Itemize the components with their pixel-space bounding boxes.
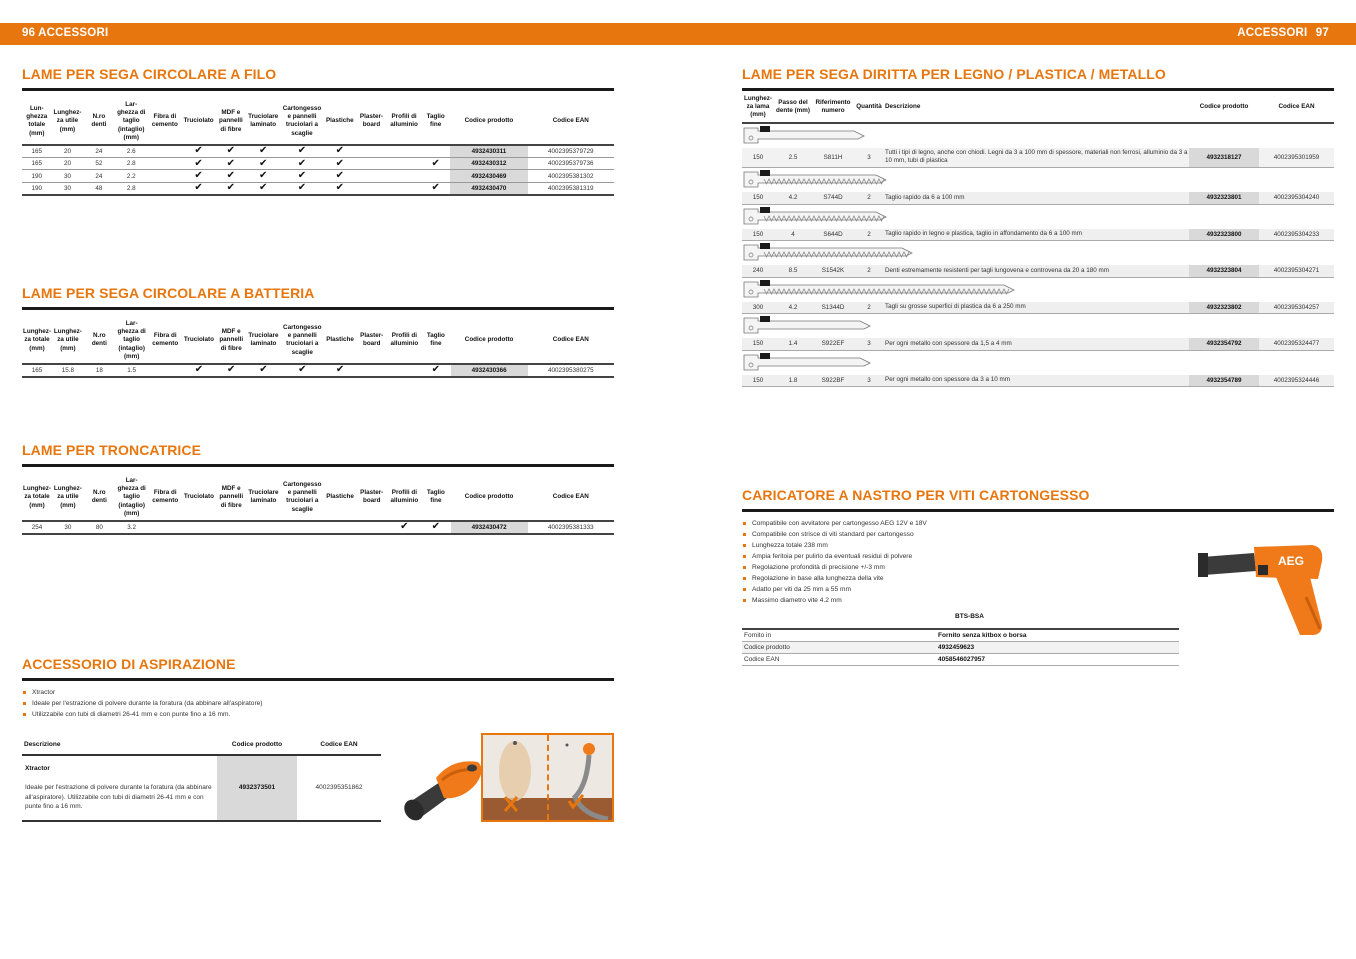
column-header: Codice prodotto [1189,93,1259,123]
column-header: Cartongesso e pannelli truciolari a scaglie [283,481,322,513]
product-code: 4932323801 [1189,192,1259,204]
empty-cell [148,170,182,183]
check-mark-icon: ✔ [246,170,280,183]
column-header: Plaster-board [360,489,384,505]
diritta-table [742,93,1334,387]
spec-label: Codice prodotto [742,642,936,654]
col-codice-ean: Codice EAN [297,738,381,755]
table-row [22,364,614,377]
tooth-pitch: 4.2 [774,302,812,314]
empty-cell [356,145,388,158]
spec-cell: 20 [52,145,84,158]
check-mark-icon: ✔ [182,182,216,195]
bullet-item: Regolazione in base alla lunghezza della vite [742,573,1334,584]
table-row [742,630,1179,642]
spec-cell: 2.8 [114,157,148,170]
column-header: Profili di alluminio [390,332,419,348]
column-header: MDF e pannelli di fibre [219,328,244,352]
empty-cell [421,170,450,183]
blade-image-row [742,123,1334,148]
check-mark-icon: ✔ [324,364,356,377]
ean-code: 4002395304240 [1259,192,1334,204]
empty-cell [387,157,421,170]
reference-number: S644D [812,229,854,241]
column-header: Cartongesso e pannelli truciolari a scaglie [283,324,322,356]
column-header: Plaster-board [360,332,384,348]
spec-label: Fornito in [742,630,936,642]
column-header: Codice EAN [552,493,589,501]
column-header: Passo del dente (mm) [774,93,812,123]
table-row [22,170,614,183]
section-title: LAME PER SEGA DIRITTA PER LEGNO / PLASTICA / METALLO [742,66,1334,91]
reference-number: S811H [812,148,854,168]
usage-comparison-image [481,733,614,822]
blade-description: Taglio rapido in legno e plastica, taglio in affondamento da 6 a 100 mm [884,229,1189,241]
column-header: Plastiche [325,117,354,125]
spec-cell: 15.8 [52,364,84,377]
check-mark-icon: ✔ [216,145,247,158]
check-mark-icon: ✔ [280,170,324,183]
check-mark-icon: ✔ [324,157,356,170]
tooth-pitch: 2.5 [774,148,812,168]
check-mark-icon: ✔ [421,157,450,170]
troncatrice-table [22,475,614,535]
product-code: 4932323802 [1189,302,1259,314]
right-page-title: ACCESSORI [1237,27,1308,39]
column-header: MDF e pannelli di fibre [219,485,244,509]
aspirazione-table [22,738,381,822]
check-mark-icon: ✔ [246,145,280,158]
spec-cell: 1.5 [115,364,149,377]
spec-cell: 24 [83,170,114,183]
column-header: Taglio fine [426,113,445,129]
blade-length: 150 [742,338,774,350]
saw-blade-icon [742,314,878,336]
filo-table [22,99,614,196]
empty-cell [356,157,388,170]
ean-code: 4002395304271 [1259,265,1334,277]
blade-length: 150 [742,229,774,241]
check-mark-icon: ✔ [421,521,450,534]
tooth-pitch: 1.8 [774,375,812,387]
column-header: Truciolare laminato [248,489,279,505]
check-mark-icon: ✔ [324,145,356,158]
ean-code: 4002395324477 [1259,338,1334,350]
empty-cell [356,182,388,195]
column-header: Taglio fine [426,489,445,505]
item-ean: 4002395351862 [315,784,363,792]
table-row [742,642,1179,654]
column-header: Codice prodotto [464,493,514,501]
spec-cell: 165 [22,364,52,377]
model-name: BTS-BSA [742,613,1179,630]
blade-description: Tutti i tipi di legno, anche con chiodi. Legni da 3 a 100 mm di spessore, materiali non ferrosi, alluminio da 3 a 10 mm, tubi di plastica [884,148,1189,168]
spec-cell: 190 [22,182,52,195]
empty-cell [356,170,388,183]
blade-image-row [742,241,1334,266]
empty-cell [148,157,182,170]
column-header: Descrizione [884,93,1189,123]
spec-cell: 30 [52,521,84,534]
column-header: Truciolato [183,336,214,344]
column-header: MDF e pannelli di fibre [218,109,243,133]
reference-number: S922BF [812,375,854,387]
bullet-item: Massimo diametro vite 4.2 mm [742,595,1334,606]
empty-cell [148,145,182,158]
left-page-title: ACCESSORI [38,27,109,39]
saw-blade-icon [742,351,878,373]
screw-feeder-product-image [1194,537,1334,647]
spec-value: Fornito senza kitbox o borsa [936,630,1179,642]
caricatore-spec [742,613,1179,666]
check-mark-icon: ✔ [324,170,356,183]
empty-cell [148,364,182,377]
table-row [742,302,1334,314]
blade-image-row [742,350,1334,375]
empty-cell [182,521,216,534]
bullet-item: Utilizzabile con tubi di diametri 26-41 mm e con punte fino a 16 mm. [22,709,614,720]
blade-length: 300 [742,302,774,314]
check-mark-icon: ✔ [280,145,324,158]
table-row [22,521,614,534]
table-row [742,192,1334,204]
section-aspirazione [22,656,614,811]
empty-cell [324,521,356,534]
check-mark-icon: ✔ [280,364,324,377]
column-header: Lunghez-za totale (mm) [23,485,51,509]
blade-image-row [742,314,1334,339]
spec-value: 4932459623 [936,642,1179,654]
column-header: Fibra di cemento [151,113,178,129]
bullet-item: Xtractor [22,687,614,698]
empty-cell [216,521,247,534]
product-code: 4932354789 [1189,375,1259,387]
product-code: 4932323800 [1189,229,1259,241]
column-header: Truciolato [183,493,214,501]
col-codice-prodotto: Codice prodotto [217,738,297,755]
table-row [22,157,614,170]
empty-cell [387,182,421,195]
blade-length: 150 [742,192,774,204]
column-header: Plaster-board [359,113,384,129]
column-header: Fibra di cemento [152,332,179,348]
spec-cell: 254 [22,521,52,534]
quantity: 2 [854,265,884,277]
quantity: 3 [854,375,884,387]
ean-code: 4002395301959 [1259,148,1334,168]
section-title: ACCESSORIO DI ASPIRAZIONE [22,656,614,681]
column-header: Truciolare laminato [248,113,279,129]
column-header: Codice EAN [552,117,589,125]
saw-blade-icon [742,205,894,227]
empty-cell [388,364,422,377]
ean-code: 4002395381319 [528,182,614,195]
section-title: CARICATORE A NASTRO PER VITI CARTONGESSO [742,487,1334,512]
bullet-item: Compatibile con avvitatore per cartongesso AEG 12V e 18V [742,518,1334,529]
tooth-pitch: 8.5 [774,265,812,277]
item-code: 4932373501 [217,755,297,821]
table-row [22,182,614,195]
empty-cell [356,521,388,534]
column-header: Taglio fine [426,332,445,348]
spec-cell: 2.8 [114,182,148,195]
ean-code: 4002395381333 [528,521,614,534]
right-page-number: 97 [1315,27,1329,39]
section-filo [22,66,614,196]
column-header: N.ro denti [91,113,107,129]
bullet-item: Lunghezza totale 238 mm [742,540,1334,551]
blade-description: Per ogni metallo con spessore da 1,5 a 4 mm [884,338,1189,350]
page-header-bar [0,23,1356,45]
check-mark-icon: ✔ [421,364,450,377]
reference-number: S744D [812,192,854,204]
product-code: 4932354792 [1189,338,1259,350]
reference-number: S922EF [812,338,854,350]
column-header: Codice prodotto [464,117,514,125]
section-troncatrice [22,442,614,535]
reference-number: S1344D [812,302,854,314]
column-header: Plastiche [326,336,354,344]
empty-cell [387,170,421,183]
column-header: Riferimento numero [812,93,854,123]
ean-code: 4002395380275 [528,364,614,377]
table-row [742,338,1334,350]
column-header: Lar-ghezza di taglio (intaglio) (mm) [117,101,146,141]
check-mark-icon: ✔ [182,170,216,183]
blade-length: 150 [742,375,774,387]
bullet-item: Compatibile con strisce di viti standard per cartongesso [742,529,1334,540]
product-code: 4932318127 [1189,148,1259,168]
check-mark-icon: ✔ [182,145,216,158]
column-header: Cartongesso e pannelli truciolari a scaglie [282,105,322,137]
spec-cell: 80 [84,521,115,534]
check-mark-icon: ✔ [216,182,247,195]
blade-image-row [742,204,1334,229]
spec-cell: 3.2 [115,521,149,534]
spec-cell: 24 [83,145,114,158]
section-batteria [22,285,614,378]
check-mark-icon: ✔ [216,364,247,377]
item-description-cell [22,755,217,821]
empty-cell [280,521,324,534]
spec-cell: 2.6 [114,145,148,158]
spec-value: 4058546027957 [936,654,1179,666]
blade-length: 240 [742,265,774,277]
aspirazione-bullets [22,687,614,720]
section-title: LAME PER SEGA CIRCOLARE A FILO [22,66,614,91]
bullet-item: Adatto per viti da 25 mm a 55 mm [742,584,1334,595]
bullet-item: Regolazione profondità di precisione +/-3 mm [742,562,1334,573]
column-header: Codice prodotto [464,336,514,344]
section-diritta [742,66,1334,387]
empty-cell [148,521,182,534]
tooth-pitch: 4 [774,229,812,241]
column-header: Profili di alluminio [390,113,418,129]
spec-label: Codice EAN [742,654,936,666]
column-header: Lunghez-za totale (mm) [23,328,51,352]
column-header: Truciolato [183,117,214,125]
column-header: Quantità [854,93,884,123]
product-code: 4932430312 [450,157,527,170]
saw-blade-icon [742,278,1022,300]
table-row [742,265,1334,277]
check-mark-icon: ✔ [324,182,356,195]
ean-code: 4002395304257 [1259,302,1334,314]
column-header: Lun-ghezza totale (mm) [26,105,48,137]
spec-cell: 52 [83,157,114,170]
check-mark-icon: ✔ [216,170,247,183]
quantity: 2 [854,229,884,241]
check-mark-icon: ✔ [280,182,324,195]
batteria-table [22,318,614,378]
product-code: 4932323804 [1189,265,1259,277]
blade-description: Per ogni metallo con spessore da 3 a 10 mm [884,375,1189,387]
blade-image-row [742,277,1334,302]
spec-cell: 190 [22,170,52,183]
bullet-item: Ampia feritoia per pulirlo da eventuali residui di polvere [742,551,1334,562]
spec-cell: 30 [52,182,84,195]
product-code: 4932430470 [450,182,527,195]
left-page-header [22,27,108,39]
blade-description: Taglio rapido da 6 a 100 mm [884,192,1189,204]
saw-blade-icon [742,241,920,263]
table-row [22,755,381,821]
column-header: Fibra di cemento [152,489,179,505]
reference-number: S1542K [812,265,854,277]
quantity: 2 [854,302,884,314]
aeg-logo: AEG [1278,554,1305,568]
column-header: Lunghez-za utile (mm) [53,328,82,352]
column-header: N.ro denti [91,489,107,505]
blade-description: Denti estremamente resistenti per tagli lungovena e controvena da 20 a 180 mm [884,265,1189,277]
empty-cell [148,182,182,195]
empty-cell [247,521,281,534]
check-mark-icon: ✔ [216,157,247,170]
spec-cell: 165 [22,157,52,170]
product-code: 4932430469 [450,170,527,183]
section-caricatore [742,487,1334,663]
check-mark-icon: ✔ [246,182,280,195]
empty-cell [387,145,421,158]
ean-code: 4002395324446 [1259,375,1334,387]
blade-image-row [742,168,1334,193]
ean-code: 4002395381302 [528,170,614,183]
saw-blade-icon [742,124,872,146]
product-code: 4932430472 [451,521,528,534]
column-header: Codice EAN [552,336,589,344]
blade-length: 150 [742,148,774,168]
spec-cell: 18 [84,364,115,377]
spec-cell: 30 [52,170,84,183]
tooth-pitch: 4.2 [774,192,812,204]
column-header: Lunghez-za lama (mm) [742,93,774,123]
column-header: Profili di alluminio [390,489,419,505]
left-page-number: 96 [22,27,36,39]
quantity: 2 [854,192,884,204]
col-descrizione: Descrizione [22,738,217,755]
column-header: Truciolare laminato [248,332,279,348]
bullet-item: Ideale per l'estrazione di polvere durante la foratura (da abbinare all'aspiratore) [22,698,614,709]
spec-cell: 48 [83,182,114,195]
xtractor-product-image [392,740,492,830]
table-row [742,654,1179,666]
product-code: 4932430311 [450,145,527,158]
check-mark-icon: ✔ [246,157,280,170]
tooth-pitch: 1.4 [774,338,812,350]
item-name: Xtractor [25,765,50,772]
column-header: Lunghez-za utile (mm) [53,109,82,133]
quantity: 3 [854,148,884,168]
check-mark-icon: ✔ [182,157,216,170]
section-title: LAME PER TRONCATRICE [22,442,614,467]
caricatore-table [742,630,1179,666]
empty-cell [356,364,388,377]
column-header: Codice EAN [1259,93,1334,123]
check-mark-icon: ✔ [421,182,450,195]
right-page-header [1237,27,1334,39]
column-header: Lar-ghezza di taglio (intaglio) (mm) [117,320,146,360]
spec-cell: 20 [52,157,84,170]
check-mark-icon: ✔ [182,364,216,377]
table-row [22,145,614,158]
spec-cell: 165 [22,145,52,158]
product-code: 4932430366 [451,364,528,377]
table-row [742,148,1334,168]
section-title: LAME PER SEGA CIRCOLARE A BATTERIA [22,285,614,310]
empty-cell [421,145,450,158]
ean-code: 4002395379736 [528,157,614,170]
check-mark-icon: ✔ [247,364,281,377]
spec-cell: 2.2 [114,170,148,183]
column-header: Plastiche [326,493,354,501]
check-mark-icon: ✔ [388,521,422,534]
quantity: 3 [854,338,884,350]
item-description: Ideale per l'estrazione di polvere durante la foratura (da abbinare all'aspiratore). Utilizzabile con tubi di diametri 26-41 mm e con punte fino a 16 mm. [25,784,212,811]
ean-code: 4002395304233 [1259,229,1334,241]
table-row [742,375,1334,387]
column-header: Lunghez-za utile (mm) [53,485,82,509]
column-header: Lar-ghezza di taglio (intaglio) (mm) [117,477,146,517]
table-row [742,229,1334,241]
saw-blade-icon [742,168,894,190]
check-mark-icon: ✔ [280,157,324,170]
blade-description: Tagli su grosse superfici di plastica da 6 a 250 mm [884,302,1189,314]
ean-code: 4002395379729 [528,145,614,158]
column-header: N.ro denti [91,332,107,348]
